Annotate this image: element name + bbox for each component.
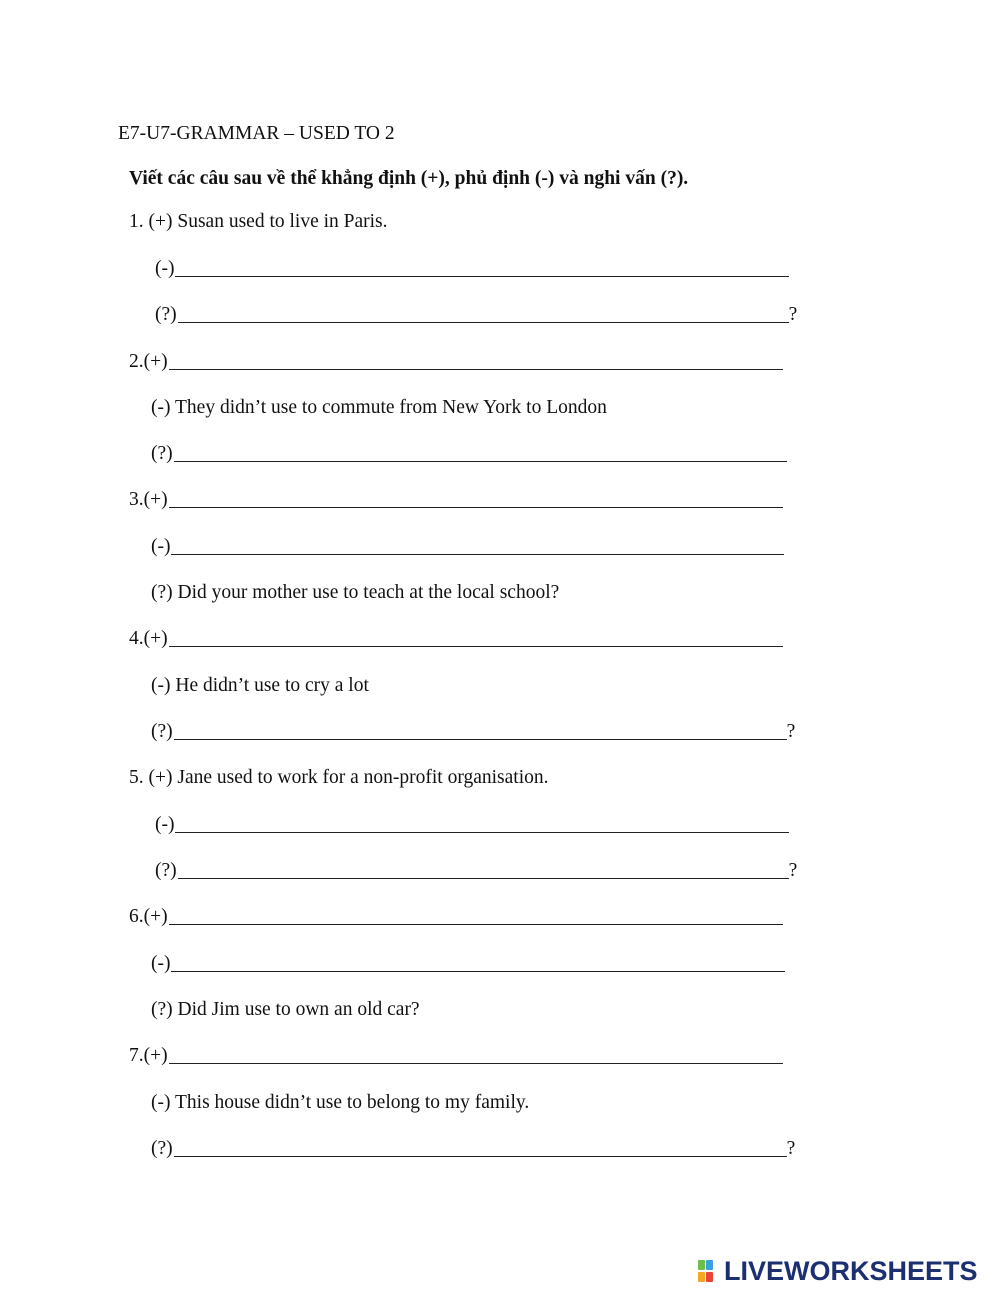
item-1-question-blank[interactable] (178, 321, 789, 323)
item-7-question-blank[interactable] (174, 1155, 787, 1157)
item-6-positive-line: 6. (+) (129, 907, 783, 927)
item-6-negative-blank[interactable] (171, 970, 785, 972)
item-2-positive-line: 2. (+) (129, 352, 783, 372)
item-5-question-blank[interactable] (178, 877, 789, 879)
item-4-question-line: (?) ? (151, 721, 796, 742)
item-2-question-blank[interactable] (174, 460, 787, 462)
item-2-positive-blank[interactable] (169, 368, 783, 370)
liveworksheets-logo[interactable] (698, 1258, 978, 1285)
item-6-positive-blank[interactable] (169, 923, 783, 925)
logo-blocks-icon (698, 1260, 722, 1284)
item-5-negative-line: (-) (155, 815, 789, 835)
item-7-question-line: (?) ? (151, 1138, 796, 1159)
item-4-positive-line: 4. (+) (129, 629, 783, 649)
item-5-negative-blank[interactable] (175, 831, 789, 833)
instruction-text: Viết các câu sau về thể khẳng định (+), phủ định (-) và nghi vấn (?). (129, 168, 689, 189)
item-7-negative: (-) This house didn’t use to belong to my family. (151, 1092, 530, 1113)
item-4-positive-blank[interactable] (169, 645, 783, 647)
item-3-positive-line: 3. (+) (129, 490, 783, 510)
item-3-question: (?) Did your mother use to teach at the local school? (151, 582, 560, 603)
item-4-negative: (-) He didn’t use to cry a lot (151, 675, 369, 696)
item-1-negative-line: (-) (155, 259, 789, 279)
item-3-negative-line: (-) (151, 537, 784, 557)
item-5-question-line: (?) ? (155, 860, 798, 881)
item-4-question-blank[interactable] (174, 738, 787, 740)
item-3-positive-blank[interactable] (169, 506, 783, 508)
logo-text: LIVEWORKSHEETS (724, 1256, 978, 1286)
item-2-question-line: (?) (151, 444, 787, 464)
item-1-question-line: (?) ? (155, 304, 798, 325)
item-6-question: (?) Did Jim use to own an old car? (151, 999, 420, 1020)
worksheet-title: E7-U7-GRAMMAR – USED TO 2 (118, 123, 395, 144)
item-7-positive-line: 7. (+) (129, 1046, 783, 1066)
item-6-negative-line: (-) (151, 954, 785, 974)
item-1-positive: 1. (+) Susan used to live in Paris. (129, 211, 388, 232)
item-7-positive-blank[interactable] (169, 1062, 783, 1064)
item-3-negative-blank[interactable] (171, 553, 784, 555)
item-5-positive: 5. (+) Jane used to work for a non-profit organisation. (129, 767, 549, 788)
item-2-negative: (-) They didn’t use to commute from New York to London (151, 397, 607, 418)
item-1-negative-blank[interactable] (175, 275, 789, 277)
